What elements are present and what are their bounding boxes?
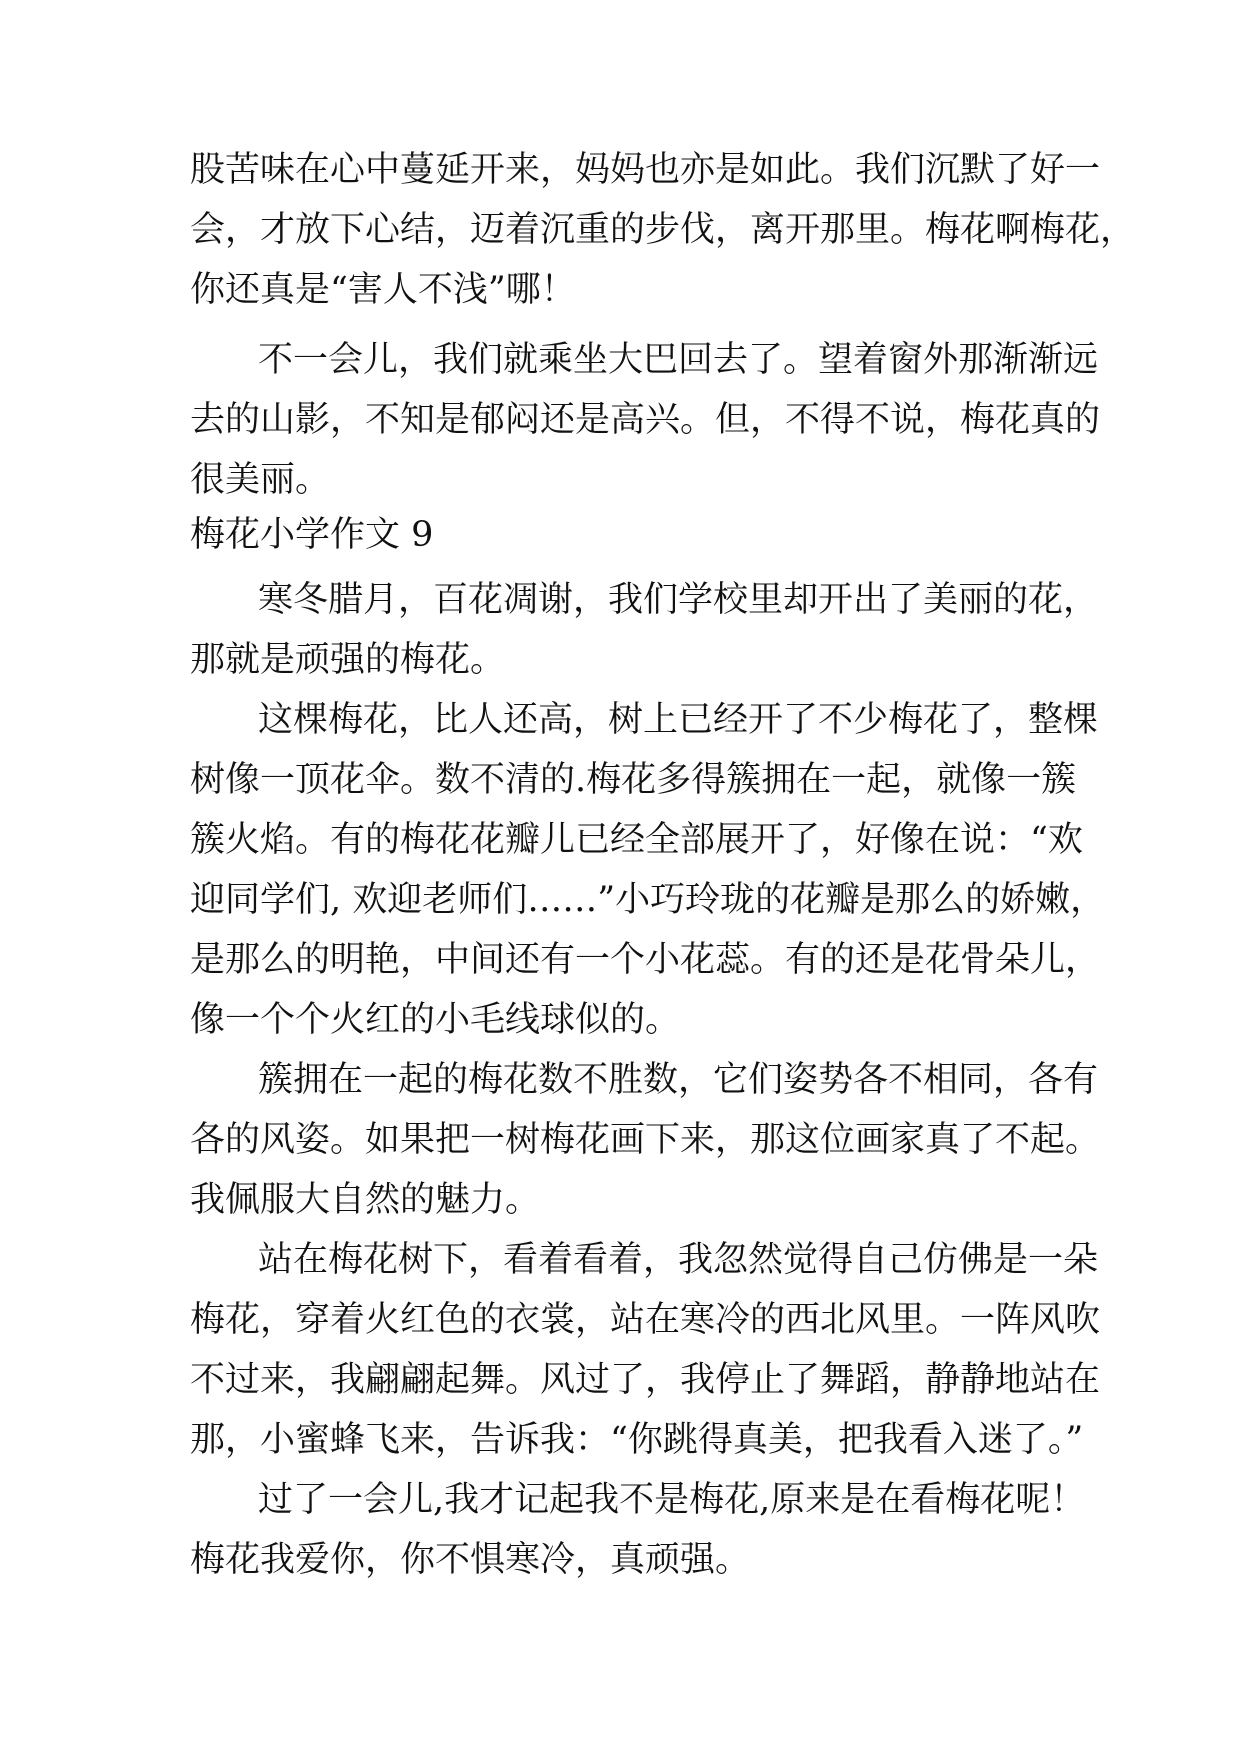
paragraph-first-line: 过了一会儿,我才记起我不是梅花,原来是在看梅花呢！: [258, 1480, 1086, 1520]
text-line: 梅花，穿着火红色的衣裳，站在寒冷的西北风里。一阵风吹: [190, 1300, 1101, 1340]
text-line: 你还真是“害人不浅”哪！: [190, 270, 576, 310]
text-line: 我佩服大自然的魅力。: [190, 1180, 541, 1220]
text-line: 很美丽。: [190, 460, 331, 500]
text-line: 那就是顽强的梅花。: [190, 640, 506, 680]
text-line: 那，小蜜蜂飞来，告诉我：“你跳得真美，把我看入迷了。”: [190, 1420, 1084, 1460]
paragraph-first-line: 寒冬腊月，百花凋谢，我们学校里却开出了美丽的花，: [258, 580, 1099, 620]
text-line: 迎同学们, 欢迎老师们……”小巧玲珑的花瓣是那么的娇嫩，: [190, 880, 1106, 920]
text-line: 像一个个火红的小毛线球似的。: [190, 1000, 681, 1040]
text-line: 簇火焰。有的梅花花瓣儿已经全部展开了，好像在说：“欢: [190, 820, 1083, 860]
text-line: 股苦味在心中蔓延开来，妈妈也亦是如此。我们沉默了好一: [190, 150, 1101, 190]
text-line: 会，才放下心结，迈着沉重的步伐，离开那里。梅花啊梅花，: [190, 210, 1136, 250]
paragraph-first-line: 站在梅花树下，看着看着，我忽然觉得自己仿佛是一朵: [258, 1240, 1099, 1280]
text-line: 去的山影，不知是郁闷还是高兴。但，不得不说，梅花真的: [190, 400, 1101, 440]
section-title: 梅花小学作文 9: [190, 515, 434, 555]
text-line: 树像一顶花伞。数不清的.梅花多得簇拥在一起，就像一簇: [190, 760, 1077, 800]
text-line: 是那么的明艳，中间还有一个小花蕊。有的还是花骨朵儿，: [190, 940, 1101, 980]
paragraph-first-line: 不一会儿，我们就乘坐大巴回去了。望着窗外那渐渐远: [258, 340, 1099, 380]
paragraph-first-line: 簇拥在一起的梅花数不胜数，它们姿势各不相同，各有: [258, 1060, 1099, 1100]
text-line: 各的风姿。如果把一树梅花画下来，那这位画家真了不起。: [190, 1120, 1101, 1160]
text-line: 不过来，我翩翩起舞。风过了，我停止了舞蹈，静静地站在: [190, 1360, 1101, 1400]
text-line: 梅花我爱你，你不惧寒冷，真顽强。: [190, 1540, 751, 1580]
paragraph-first-line: 这棵梅花，比人还高，树上已经开了不少梅花了，整棵: [258, 700, 1099, 740]
